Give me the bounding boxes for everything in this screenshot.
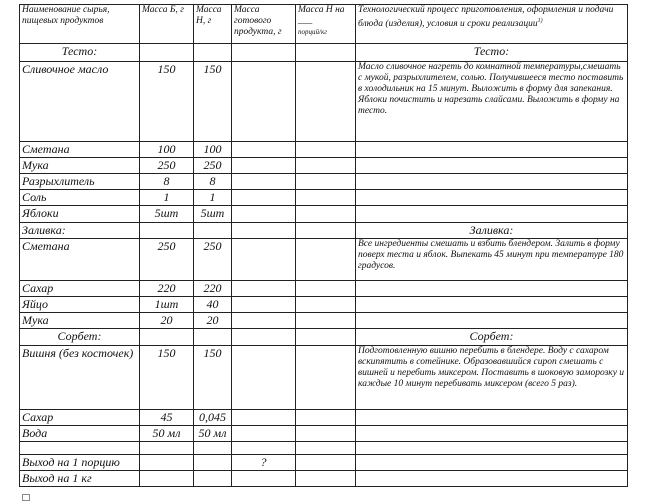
table-row (20, 239, 628, 281)
header-mass-n-portion-sub: порций/кг (298, 28, 327, 36)
table-row (20, 410, 628, 426)
mass-n: 20 (194, 313, 232, 329)
yield-kg-row (20, 471, 628, 487)
mass-n: 1 (194, 190, 232, 206)
process-section-sorbet: Сорбет: (356, 329, 628, 346)
ingredient-name: Разрыхлитель (20, 174, 140, 190)
ingredient-name: Яйцо (20, 297, 140, 313)
table-row (20, 206, 628, 223)
process-section-filling: Заливка: (356, 223, 628, 239)
mass-b: 20 (140, 313, 194, 329)
process-dough: Масло сливочное нагреть до комнатной температуры,смешать с мукой, разрыхлителем, солью. Получившееся тесто поставить в холодильник на 15 минут. Выложить в форму для запекания. Яблоки почистить и нарезать слайсами. Выложить в форму на тесто. (356, 62, 628, 142)
table-row (20, 158, 628, 174)
mass-n: 0,045 (194, 410, 232, 426)
ingredient-name: Мука (20, 158, 140, 174)
header-mass-n: Масса Н, г (194, 5, 232, 44)
mass-n: 100 (194, 142, 232, 158)
mass-b: 250 (140, 158, 194, 174)
mass-b: 150 (140, 346, 194, 410)
yield-portion-ready: ? (232, 455, 296, 471)
ingredient-name: Сметана (20, 142, 140, 158)
mass-b: 50 мл (140, 426, 194, 442)
recipe-table (19, 4, 628, 487)
mass-n: 5шт (194, 206, 232, 223)
header-mass-n-portion (296, 5, 356, 44)
process-sorbet: Подготовленную вишню перебить в блендере. Воду с сахаром вскипятить в сотейнике. Образовавшийся сироп смешать с вишней и перебить миксером. Поставить в шоковую заморозку и каждые 10 минут перебивать миксером (всего 5 раз). (356, 346, 628, 410)
header-mass-ready: Масса готового продукта, г (232, 5, 296, 44)
section-row (20, 329, 628, 346)
mass-n: 8 (194, 174, 232, 190)
ingredient-name: Сахар (20, 281, 140, 297)
table-row (20, 190, 628, 206)
section-sorbet: Сорбет: (20, 329, 140, 346)
mass-n: 220 (194, 281, 232, 297)
ingredient-name: Мука (20, 313, 140, 329)
mass-b: 220 (140, 281, 194, 297)
table-row (20, 313, 628, 329)
table-row (20, 297, 628, 313)
mass-b: 1шт (140, 297, 194, 313)
header-process-note: 1) (537, 18, 543, 24)
table-row (20, 142, 628, 158)
header-row (20, 5, 628, 44)
mass-n: 250 (194, 158, 232, 174)
mass-b: 250 (140, 239, 194, 281)
mass-b: 100 (140, 142, 194, 158)
table-row (20, 281, 628, 297)
mass-b: 1 (140, 190, 194, 206)
mass-b: 5шт (140, 206, 194, 223)
header-process (356, 5, 628, 44)
ingredient-name: Соль (20, 190, 140, 206)
ingredient-name: Яблоки (20, 206, 140, 223)
header-ingredients: Наименование сырья, пищевых продуктов (20, 5, 140, 44)
yield-kg-label: Выход на 1 кг (20, 471, 140, 487)
ingredient-name: Сливочное масло (20, 62, 140, 142)
section-filling: Заливка: (20, 223, 140, 239)
mass-n: 150 (194, 62, 232, 142)
header-process-text: Технологический процесс приготовления, оформления и подачи блюда (изделия), условия и сроки реализации (358, 5, 614, 30)
mass-n: 50 мл (194, 426, 232, 442)
process-filling: Все ингредиенты смешать и взбить блендером. Залить в форму поверх теста и яблок. Выпекать 45 минут при температуре 180 градусов. (356, 239, 628, 281)
table-row (20, 426, 628, 442)
yield-portion-row (20, 455, 628, 471)
mass-b: 8 (140, 174, 194, 190)
mass-b: 150 (140, 62, 194, 142)
spacer-row (20, 442, 628, 455)
mass-n: 250 (194, 239, 232, 281)
section-row (20, 44, 628, 62)
mass-b: 45 (140, 410, 194, 426)
yield-portion-label: Выход на 1 порцию (20, 455, 140, 471)
mass-n: 150 (194, 346, 232, 410)
table-row (20, 346, 628, 410)
header-mass-n-portion-main: Масса Н на ___ (298, 5, 345, 26)
table-row (20, 62, 628, 142)
section-row (20, 223, 628, 239)
table-row (20, 174, 628, 190)
process-section-dough: Тесто: (356, 44, 628, 62)
mass-n: 40 (194, 297, 232, 313)
ingredient-name: Вишня (без косточек) (20, 346, 140, 410)
ingredient-name: Сахар (20, 410, 140, 426)
section-dough: Тесто: (20, 44, 140, 62)
header-mass-b: Масса Б, г (140, 5, 194, 44)
ingredient-name: Вода (20, 426, 140, 442)
ingredient-name: Сметана (20, 239, 140, 281)
